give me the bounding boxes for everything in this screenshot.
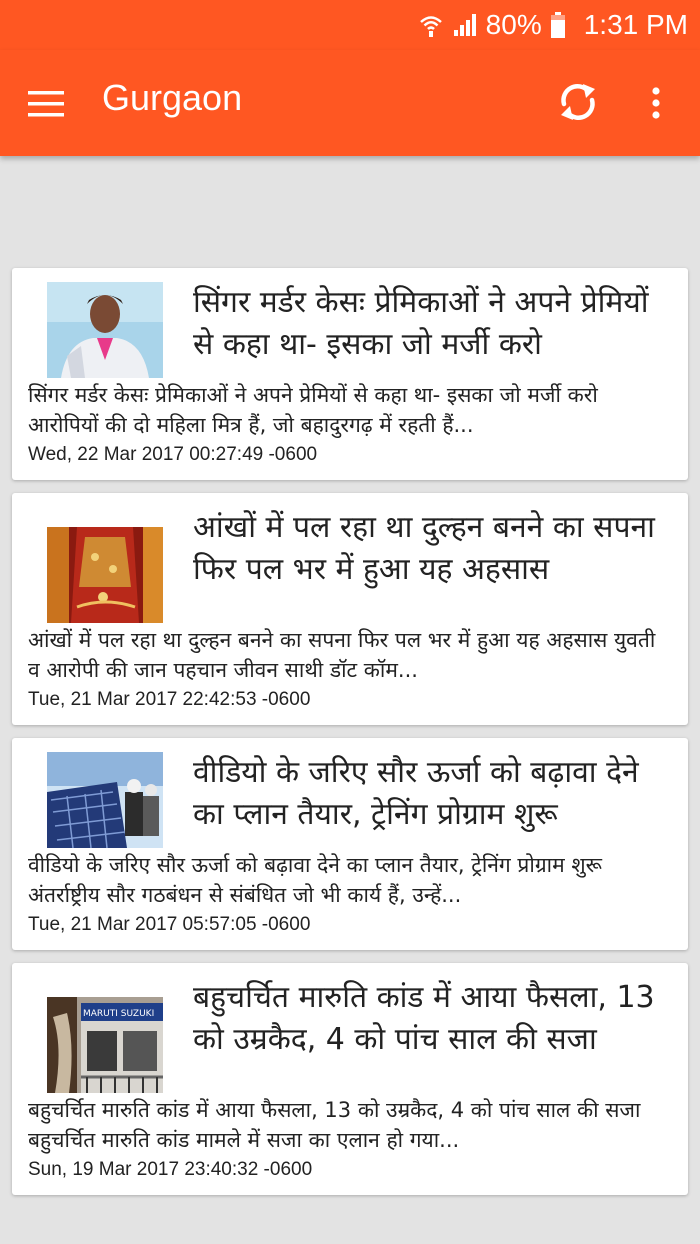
news-thumbnail: [47, 752, 163, 848]
news-title: सिंगर मर्डर केसः प्रेमिकाओं ने अपने प्रेमियों से कहा था- इसका जो मर्जी करो: [193, 285, 649, 362]
status-bar: [0, 0, 700, 50]
news-description: बहुचर्चित मारुति कांड में आया फैसला, 13 को उम्रकैद, 4 को पांच साल की सजा बहुचर्चित मारुति कांड मामले में सजा का एलान हो गया...: [28, 1098, 641, 1152]
news-feed: [12, 268, 688, 1208]
clock: 1:31 PM: [583, 9, 688, 40]
news-date: Sun, 19 Mar 2017 23:40:32 -0600: [28, 1159, 313, 1180]
news-card[interactable]: [12, 738, 688, 950]
refresh-button[interactable]: [550, 74, 606, 130]
signal-icon: [452, 12, 478, 38]
news-description: आंखों में पल रहा था दुल्हन बनने का सपना फिर पल भर में हुआ यह अहसास युवती व आरोपी की जान पहचान जीवन साथी डॉट कॉम...: [28, 628, 656, 682]
app-bar: [0, 50, 700, 156]
news-title: वीडियो के जरिए सौर ऊर्जा को बढ़ावा देने का प्लान तैयार, ट्रेनिंग प्रोग्राम शुरू: [193, 755, 639, 832]
news-date: Tue, 21 Mar 2017 05:57:05 -0600: [28, 914, 311, 935]
news-description: सिंगर मर्डर केसः प्रेमिकाओं ने अपने प्रेमियों से कहा था- इसका जो मर्जी करो आरोपियों की दो महिला मित्र हैं, जो बहादुरगढ़ में रहती हैं...: [28, 383, 598, 437]
more-vert-icon: [650, 86, 662, 120]
wifi-icon: [418, 12, 444, 38]
news-card-header: [28, 977, 672, 1093]
status-indicators: [418, 4, 688, 46]
news-thumbnail: [47, 282, 163, 378]
battery-percentage: 80%: [485, 9, 542, 40]
news-date: Wed, 22 Mar 2017 00:27:49 -0600: [28, 444, 318, 465]
refresh-icon: [555, 79, 601, 125]
news-thumbnail: [47, 527, 163, 623]
more-options-button[interactable]: [636, 78, 676, 128]
news-card[interactable]: [12, 963, 688, 1195]
news-card[interactable]: [12, 268, 688, 480]
news-thumbnail: [47, 997, 163, 1093]
app-title: Gurgaon: [102, 77, 243, 118]
news-card[interactable]: [12, 493, 688, 725]
news-card-header: [28, 282, 672, 378]
news-description: वीडियो के जरिए सौर ऊर्जा को बढ़ावा देने का प्लान तैयार, ट्रेनिंग प्रोग्राम शुरू अंतर्राष्ट्रीय सौर गठबंधन से संबंधित जो भी कार्य हैं, उन्हें...: [28, 853, 602, 907]
news-card-header: [28, 507, 672, 623]
thumbnail-logo-text: MARUTI SUZUKI: [83, 1009, 155, 1019]
news-title: बहुचर्चित मारुति कांड में आया फैसला, 13 को उम्रकैद, 4 को पांच साल की सजा: [193, 980, 655, 1057]
news-date: Tue, 21 Mar 2017 22:42:53 -0600: [28, 689, 311, 710]
hamburger-menu-icon: [26, 90, 66, 118]
battery-icon: [550, 11, 566, 39]
news-title: आंखों में पल रहा था दुल्हन बनने का सपना फिर पल भर में हुआ यह अहसास: [193, 510, 655, 587]
menu-button[interactable]: [22, 80, 70, 128]
news-card-header: [28, 752, 672, 848]
